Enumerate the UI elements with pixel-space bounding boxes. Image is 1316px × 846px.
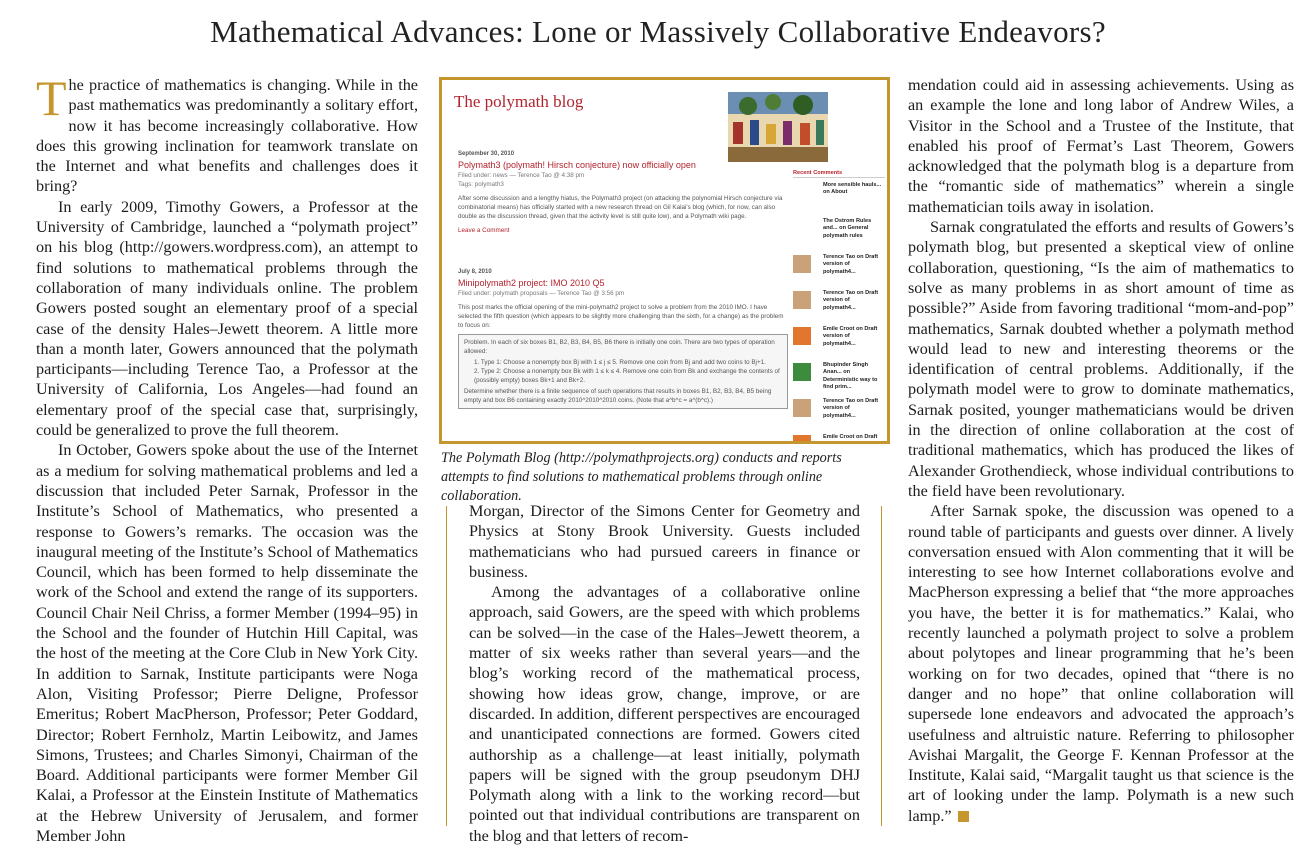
paragraph: Among the advantages of a collaborative online approach, said Gowers, are the speed with which problems can be solved—in the case of the Hales–Jewett theorem, a matter of six weeks rather than several years—and the blog’s working record of the mathematical process, showing how ideas grow, change, improve, or are discarded. In addition, different perspectives are encouraged and unanticipated connections are formed. Gowers cited authorship as a challenge—at least initially, polymath papers will be signed with the group pseudonym DHJ Polymath along with a link to the working record—but pointed out that individual contributions are transparent on the blog and that letters of recom- (469, 583, 860, 845)
drop-cap: T (36, 70, 67, 126)
column-left (36, 70, 418, 846)
paragraph-final: After Sarnak spoke, the discussion was opened to a round table of participants and guests over dinner. A lively conversation ensued with Alon commenting that it will be interesting to see how Internet collaborations evolve and MacPherson expressing a belief that “the more approaches you have, the better it is for mathematics.” Kalai, who recently launched a polymath project to solve a problem about polytopes and linear programming that he’s been working on for two decades, opined that “there is no danger and no hope” that online collaboration will supersede lone endeavors and advocated the approach’s usefulness and altruistic nature. Referring to philosopher Avishai Margalit, the George F. Kennan Professor at the Institute, Kalai said, “Margalit taught us that science is the art of looking under the lamp. Polymath is a new such lamp.” (908, 502, 1294, 825)
blog-title: The polymath blog (454, 92, 584, 111)
paragraph: In early 2009, Timothy Gowers, a Professor at the University of Cambridge, launched a “polymath project” on his blog (http://gowers.wordpress.com), an attempt to find solutions to mathematical problems through the collaboration of many individuals online. The problem Gowers posted sought an elementary proof of a special case of the density Hales–Jewett theorem. A little more than a month later, Gowers announced that the polymath participants—including Terence Tao, a Professor at the University of California, Los Angeles—had found an elementary proof of the special case that, surprisingly, could be generalized to prove the full theorem. (36, 197, 418, 440)
avatar (793, 363, 811, 381)
column-middle (469, 501, 860, 846)
avatar (793, 435, 811, 444)
blog-post-minipolymath2 (458, 268, 788, 411)
recent-comment[interactable]: Terence Tao on Draft version of polymath4... (793, 290, 885, 324)
post-tags: Tags: polymath3 (458, 181, 504, 188)
figure-blog-screenshot (439, 77, 890, 444)
recent-comments-sidebar (793, 170, 885, 444)
avatar (793, 255, 811, 273)
avatar (793, 399, 811, 417)
paragraph-intro: The practice of mathematics is changing. While in the past mathematics was predominantly a solitary effort, now it has become increasingly collaborative. How does this growing inclination for teamwork translate on the Internet and what benefits and challenges does it bring? (36, 70, 418, 196)
problem-box: Problem. In each of six boxes B1, B2, B3, B4, B5, B6 there is initially one coin. There are two types of operation allowed: 1. Type 1: Choose a nonempty box Bj with 1 ≤ j ≤ 5. Remove one coin from Bj and add two coins to Bj+1. 2. Type 2: Choose a nonempty box Bk with 1 ≤ k ≤ 4. Remove one coin from Bk and exchange the contents of (possibly empty) boxes Bk+1 and Bk+2. Determine whether there is a finite sequence of such operations that results in boxes B1, B2, B3, B4, B5 being empty and box B6 containing exactly 2010^2010^2010 coins. (Note that a^b^c = a^(b^c).) (458, 334, 788, 409)
paragraph: Morgan, Director of the Simons Center for Geometry and Physics at Stony Brook University. Guests included mathematicians who had pursued careers in finance or business. (469, 502, 860, 581)
post-body: This post marks the official opening of the mini-polymath2 project to solve a problem from the 2010 IMO. I have selected the fifth question (which appears to be slightly more challenging than the sixth, for a change) as the problem to focus on: (458, 304, 784, 329)
recent-comment[interactable]: Terence Tao on Draft version of polymath4... (793, 398, 885, 432)
post-date: July 8, 2010 (458, 269, 492, 275)
post-title-link[interactable]: Polymath3 (polymath! Hirsch conjecture) now officially open (458, 160, 696, 170)
post-body: After some discussion and a lengthy hiatus, the Polymath3 project (on attacking the polynomial Hirsch conjecture via combinatorial means) has officially started with a new research thread on Gil Kalai's blog (which, for now, can also double as the discussion thread, given that the activity level is still quite low), and a Polymath wiki page. (458, 195, 783, 220)
end-mark-icon (958, 811, 969, 822)
blog-post-polymath3 (458, 150, 788, 235)
recent-comments-heading: Recent Comments (793, 170, 885, 178)
post-title-link[interactable]: Minipolymath2 project: IMO 2010 Q5 (458, 278, 605, 288)
recent-comment[interactable]: Bhupinder Singh Anan... on Deterministic way to find prim... (793, 362, 885, 396)
figure-caption: The Polymath Blog (http://polymathprojects.org) conducts and reports attempts to find solutions to mathematical problems through online collaboration. (441, 450, 842, 504)
recent-comment[interactable]: Emile Croot on Draft version of polymath4... (793, 326, 885, 360)
avatar (793, 291, 811, 309)
post-date: September 30, 2010 (458, 151, 515, 157)
column-divider (446, 506, 447, 826)
article-title: Mathematical Advances: Lone or Massively Collaborative Endeavors? (210, 14, 1106, 49)
paragraph: In October, Gowers spoke about the use of the Internet as a medium for solving mathematical problems and led a discussion that included Peter Sarnak, Professor in the Institute’s School of Mathematics, who presented a response to Gowers’s remarks. The occasion was the inaugural meeting of the Institute’s School of Mathematics Council, which has been formed to help disseminate the work of the School and extend the range of its supporters. Council Chair Neil Chriss, a former Member (1994–95) in the School and the founder of Hutchin Hill Capital, was the host of the meeting at the Core Club in New York City. In addition to Sarnak, Institute participants were Noga Alon, Visiting Professor; Pierre Deligne, Professor Emeritus; Robert MacPherson, Professor; Peter Goddard, Director; Robert Fernholz, Martin Leibowitz, and James Simons, Trustees; and Charles Simonyi, Chairman of the Board. Additional participants were former Member Gil Kalai, a Professor at the Einstein Institute of Mathematics at the Hebrew University of Jerusalem, and former Member John (36, 441, 418, 845)
recent-comment[interactable]: Terence Tao on Draft version of polymath4... (793, 254, 885, 288)
paragraph: mendation could aid in assessing achievements. Using as an example the lone and long labor of Andrew Wiles, a Visitor in the School and a Trustee of the Institute, that enabled his proof of Fermat’s Last Theorem, Gowers acknowledged that the polymath blog is a departure from the “romantic side of mathematics” wherein a single mathematician toils away in isolation. (908, 76, 1294, 216)
paragraph: Sarnak congratulated the efforts and results of Gowers’s polymath blog, but presented a skeptical view of online collaboration, questioning, “Is the aim of mathematics to solve as many problems in as short amount of time as possible?” Aside from favoring traditional “mom-and-pop” mathematics, Sarnak doubted whether a polymath method would lead to new and interesting theorems or the identification of central problems. Additionally, if the polymath model were to grow to dominate mathematics, Sarnak posited, younger mathematicians would be driven in the direction of online collaboration at the cost of traditional mathematics, which has produced the likes of Alexander Grothendieck, whose individual contributions to the field have been revolutionary. (908, 218, 1294, 500)
leave-comment-link[interactable]: Leave a Comment (458, 227, 510, 234)
recent-comment[interactable]: Emile Croot on Draft (793, 434, 885, 444)
recent-comment[interactable]: More sensible hauls... on About (823, 182, 882, 196)
post-meta: Filed under: news — Terence Tao @ 4:38 pm (458, 172, 585, 179)
avatar (793, 327, 811, 345)
recent-comment[interactable]: The Ostrom Rules and... on General polymath rules (823, 218, 872, 239)
column-divider (881, 506, 882, 826)
post-meta: Filed under: polymath proposals — Terence Tao @ 3:56 pm (458, 290, 625, 297)
column-right (908, 75, 1294, 826)
